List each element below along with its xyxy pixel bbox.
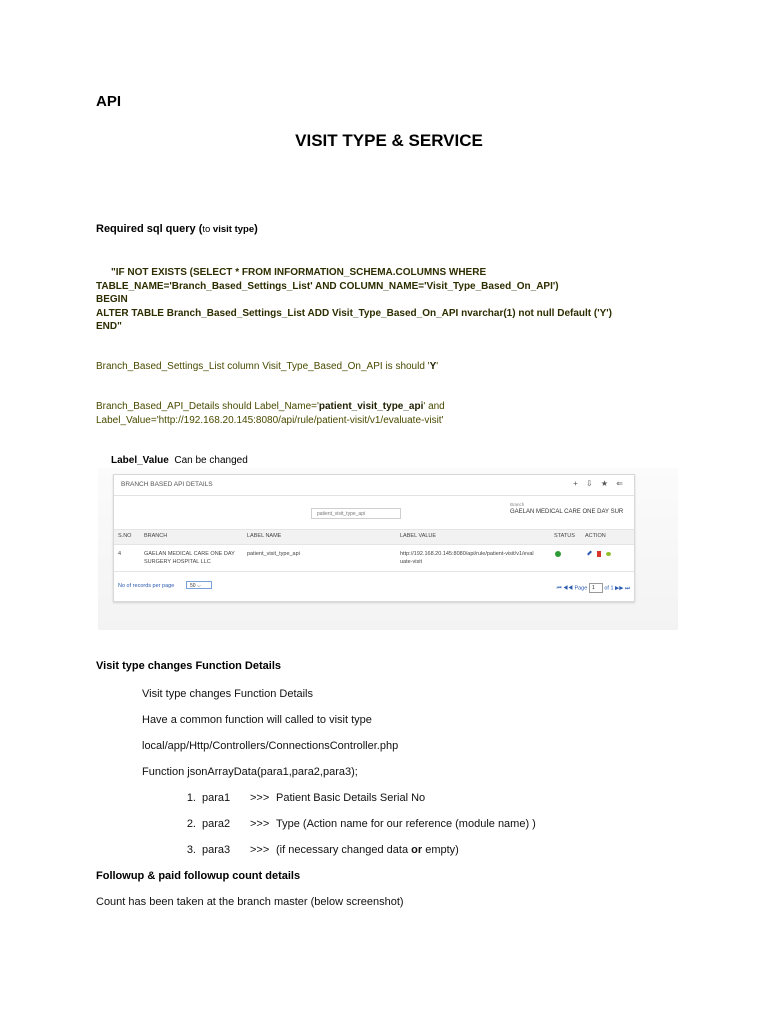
pager-prev[interactable]: ⏮ ◀◀ Page	[556, 585, 588, 592]
param-1-desc: Patient Basic Details Serial No	[276, 792, 426, 804]
col-branch: BRANCH	[144, 533, 168, 539]
panel-header-icons[interactable]: + ⇩ ★ ⇐	[573, 479, 626, 488]
panel-title: BRANCH BASED API DETAILS	[121, 481, 213, 488]
required-close: )	[254, 223, 258, 235]
sql-line-3: BEGIN	[96, 294, 128, 305]
param-2-desc: Type (Action name for our reference (module name) )	[276, 818, 536, 830]
section2-text: Count has been taken at the branch master (below screenshot)	[96, 896, 404, 908]
param-3-arrow: >>>	[250, 844, 270, 856]
required-bold: Required sql query (	[96, 223, 203, 235]
param-1-arrow: >>>	[250, 792, 270, 804]
section1-heading: Visit type changes Function Details	[96, 660, 282, 672]
records-per-page-label: No of records per page	[118, 583, 175, 589]
param-1-name: para1	[202, 792, 231, 804]
setting-note-value: Y	[429, 361, 437, 372]
sql-line-2: TABLE_NAME='Branch_Based_Settings_List' AND COLUMN_NAME='Visit_Type_Based_On_API')	[96, 281, 559, 292]
cell-sno: 4	[118, 551, 122, 557]
records-per-page-value: 50	[190, 583, 196, 589]
sql-line-5: END"	[96, 321, 122, 332]
sql-line-4: ALTER TABLE Branch_Based_Settings_List ADD Visit_Type_Based_On_API nvarchar(1) not null Default ('Y')	[96, 308, 612, 319]
row-separator	[114, 571, 634, 572]
section2-heading: Followup & paid followup count details	[96, 870, 301, 882]
page-input[interactable]: 1	[589, 583, 603, 593]
pagination	[557, 583, 630, 593]
col-status: STATUS	[554, 533, 575, 539]
status-active-icon	[555, 551, 561, 557]
records-per-page-select[interactable]: 50 ⌵	[186, 581, 212, 589]
branch-label: Branch	[510, 502, 525, 507]
required-small-bold: visit type	[212, 224, 255, 235]
view-icon[interactable]	[606, 552, 611, 556]
heading-api: API	[96, 93, 122, 110]
required-small	[202, 224, 254, 235]
param-1-num: 1.	[186, 792, 196, 804]
cell-branch: GAELAN MEDICAL CARE ONE DAY SURGERY HOSPITAL LLC	[144, 551, 235, 565]
param-3-desc-b: empty)	[422, 844, 459, 856]
delete-icon[interactable]	[597, 551, 601, 557]
cell-label-name: patient_visit_type_api	[247, 551, 300, 557]
required-sql-heading	[96, 223, 258, 235]
branch-api-details-panel	[113, 474, 635, 602]
param-3-num: 3.	[186, 844, 196, 856]
edit-icon[interactable]	[587, 551, 592, 556]
setting-note-prefix: Branch_Based_Settings_List column Visit_Type_Based_On_API is should '	[96, 361, 430, 372]
label-value-text: Can be changed	[174, 455, 248, 466]
required-small-to: to	[202, 224, 213, 235]
sql-line-1: "IF NOT EXISTS (SELECT * FROM INFORMATION_SCHEMA.COLUMNS WHERE	[111, 267, 487, 278]
setting-note-suffix: '	[436, 361, 439, 372]
api-details-mid: ' and	[423, 401, 445, 412]
col-sno: S.NO	[118, 533, 132, 539]
api-details-prefix: Branch_Based_API_Details should Label_Name='	[96, 401, 319, 412]
label-value-bold: Label_Value	[111, 455, 169, 466]
param-3-desc-bold: or	[411, 844, 423, 856]
setting-note	[96, 361, 438, 372]
param-2-arrow: >>>	[250, 818, 270, 830]
section1-p3: local/app/Http/Controllers/ConnectionsController.php	[142, 740, 399, 752]
col-label-name: LABEL NAME	[247, 533, 282, 539]
param-3-desc-a: (if necessary changed data	[276, 844, 412, 856]
param-3-desc	[276, 844, 459, 856]
branch-select[interactable]: GAELAN MEDICAL CARE ONE DAY SUR	[510, 509, 624, 515]
col-action: ACTION	[585, 533, 606, 539]
cell-label-value: http://192.168.20.145:8080/api/rule/patient-visit/v1/evaluate-visit	[400, 551, 534, 565]
api-details-label-name: patient_visit_type_api	[318, 401, 424, 412]
search-input[interactable]: patient_visit_type_api	[311, 508, 401, 519]
pager-next[interactable]: of 1 ▶▶ ⏭	[604, 585, 630, 592]
section1-p1: Visit type changes Function Details	[142, 688, 313, 700]
param-3-name: para3	[202, 844, 231, 856]
param-2-num: 2.	[186, 818, 196, 830]
label-value-note	[111, 455, 248, 466]
api-details-line-2: Label_Value='http://192.168.20.145:8080/api/rule/patient-visit/v1/evaluate-visit'	[96, 415, 444, 426]
col-label-value: LABEL VALUE	[400, 533, 437, 539]
api-details-line-1	[96, 401, 445, 412]
section1-p2: Have a common function will called to visit type	[142, 714, 372, 726]
page-title: VISIT TYPE & SERVICE	[295, 131, 483, 150]
param-2-name: para2	[202, 818, 231, 830]
section1-p4: Function jsonArrayData(para1,para2,para3);	[142, 766, 358, 778]
